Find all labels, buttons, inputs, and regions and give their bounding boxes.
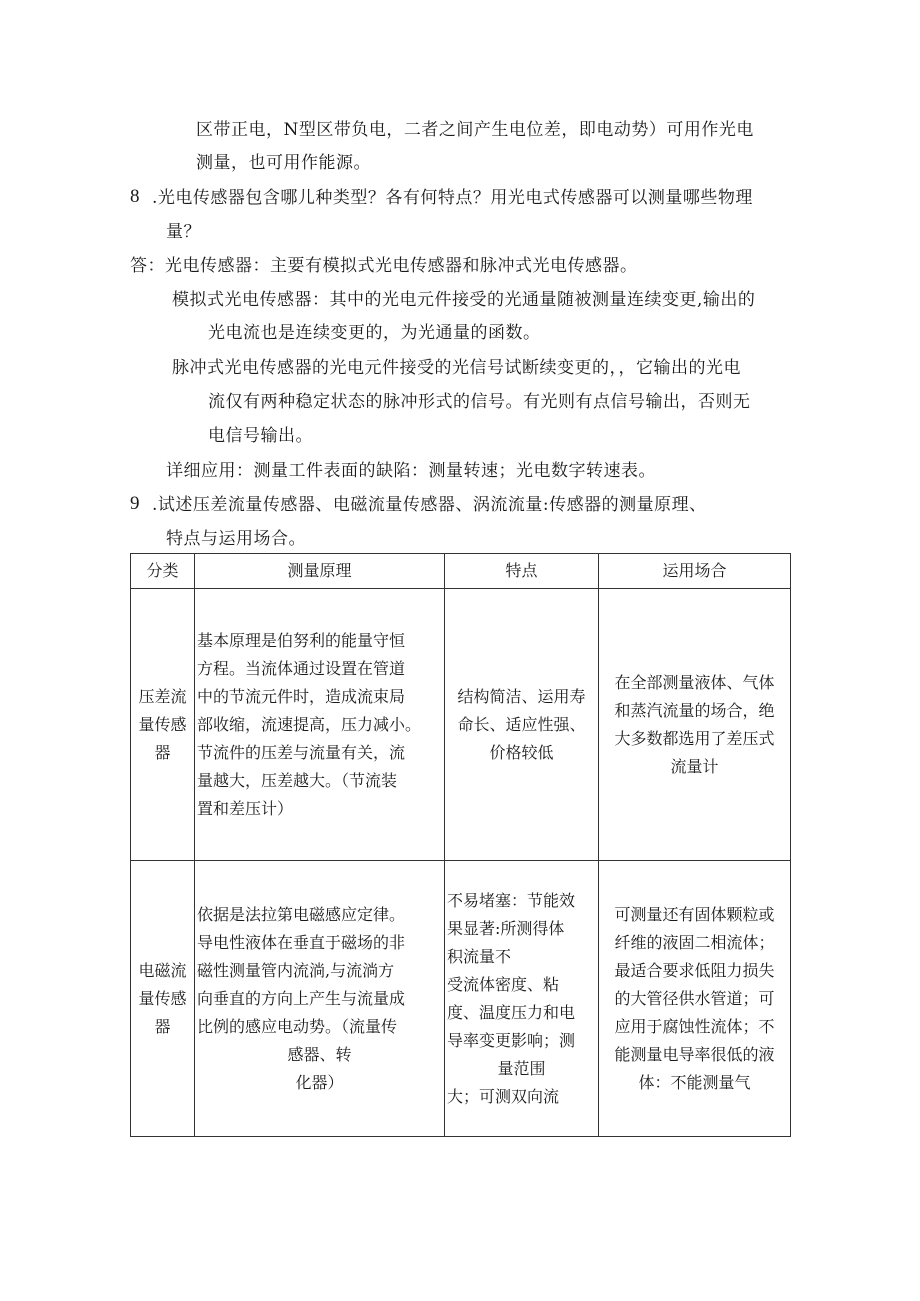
features-cell: 结构简洁、运用寿 命长、适应性强、 价格较低 [445,589,599,861]
category-cell: 电磁流 量传感 器 [131,861,195,1137]
column-header: 运用场合 [599,554,791,589]
answer-line: 流仅有两种稳定状态的脉冲形式的信号。有光则有点信号输出，否则无 [208,392,751,412]
table-row [131,861,791,1137]
usage-cell: 在全部测量液体、气体 和蒸汽流量的场合，绝 大多数都选用了差压式 流量计 [599,589,791,861]
column-header: 测量原理 [195,554,445,589]
answer-line: 详细应用：测量工件表面的缺陷：测量转速；光电数字转速表。 [166,461,656,481]
paragraph-line: 区带正电，N型区带负电，二者之间产生电位差，即电动势）可用作光电 [196,120,754,140]
question-text: 量？ [166,222,201,242]
question-text: .光电传感器包含哪儿种类型？各有何特点？用光电式传感器可以测量哪些物理 [152,188,753,208]
table-row [131,589,791,861]
question-text: 特点与运用场合。 [166,529,306,549]
paragraph-line: 测量，也可用作能源。 [196,153,371,173]
answer-line: 答：光电传感器：主要有模拟式光电传感器和脉冲式光电传感器。 [130,256,638,276]
answer-line: 脉冲式光电传感器的光电元件接受的光信号试断续变更的，，它输出的光电 [172,358,741,378]
question-text: .试述压差流量传感器、电磁流量传感器、涡流流量:传感器的测量原理、 [152,495,707,515]
category-cell: 压差流 量传感 器 [131,589,195,861]
principle-cell: 基本原理是伯努利的能量守恒 方程。当流体通过设置在管道 中的节流元件时，造成流束局 部收缩，流速提高，压力减小。 节流件的压差与流量有关，流 量越大，压差越大。（节流装 置和差压计） [195,589,445,861]
answer-line: 电信号输出。 [208,426,313,446]
column-header: 特点 [445,554,599,589]
usage-cell: 可测量还有固体颗粒或 纤维的液固二相流体； 最适合要求低阻力损失 的大管径供水管道；可 应用于腐蚀性流体；不 能测量电导率很低的液 体：不能测量气 [599,861,791,1137]
column-header: 分类 [131,554,195,589]
question-number: 8 [130,186,140,207]
answer-line: 模拟式光电传感器：其中的光电元件接受的光通量随被测量连续变更,输出的 [172,290,756,310]
answer-line: 光电流也是连续变更的，为光通量的函数。 [208,323,541,343]
question-number: 9 [130,493,140,514]
flow-sensor-table [130,553,791,1137]
table-header-row [131,554,791,589]
principle-cell: 依据是法拉第电磁感应定律。 导电性液体在垂直于磁场的非 磁性测量管内流淌,与流淌方 向垂直的方向上产生与流量成 比例的感应电动势。（流量传 感器、转 化器） [195,861,445,1137]
features-cell: 不易堵塞：节能效 果显著:所测得体 积流量不 受流体密度、粘 度、温度压力和电 导率变更影响；测 量范围 大；可测双向流 [445,861,599,1137]
